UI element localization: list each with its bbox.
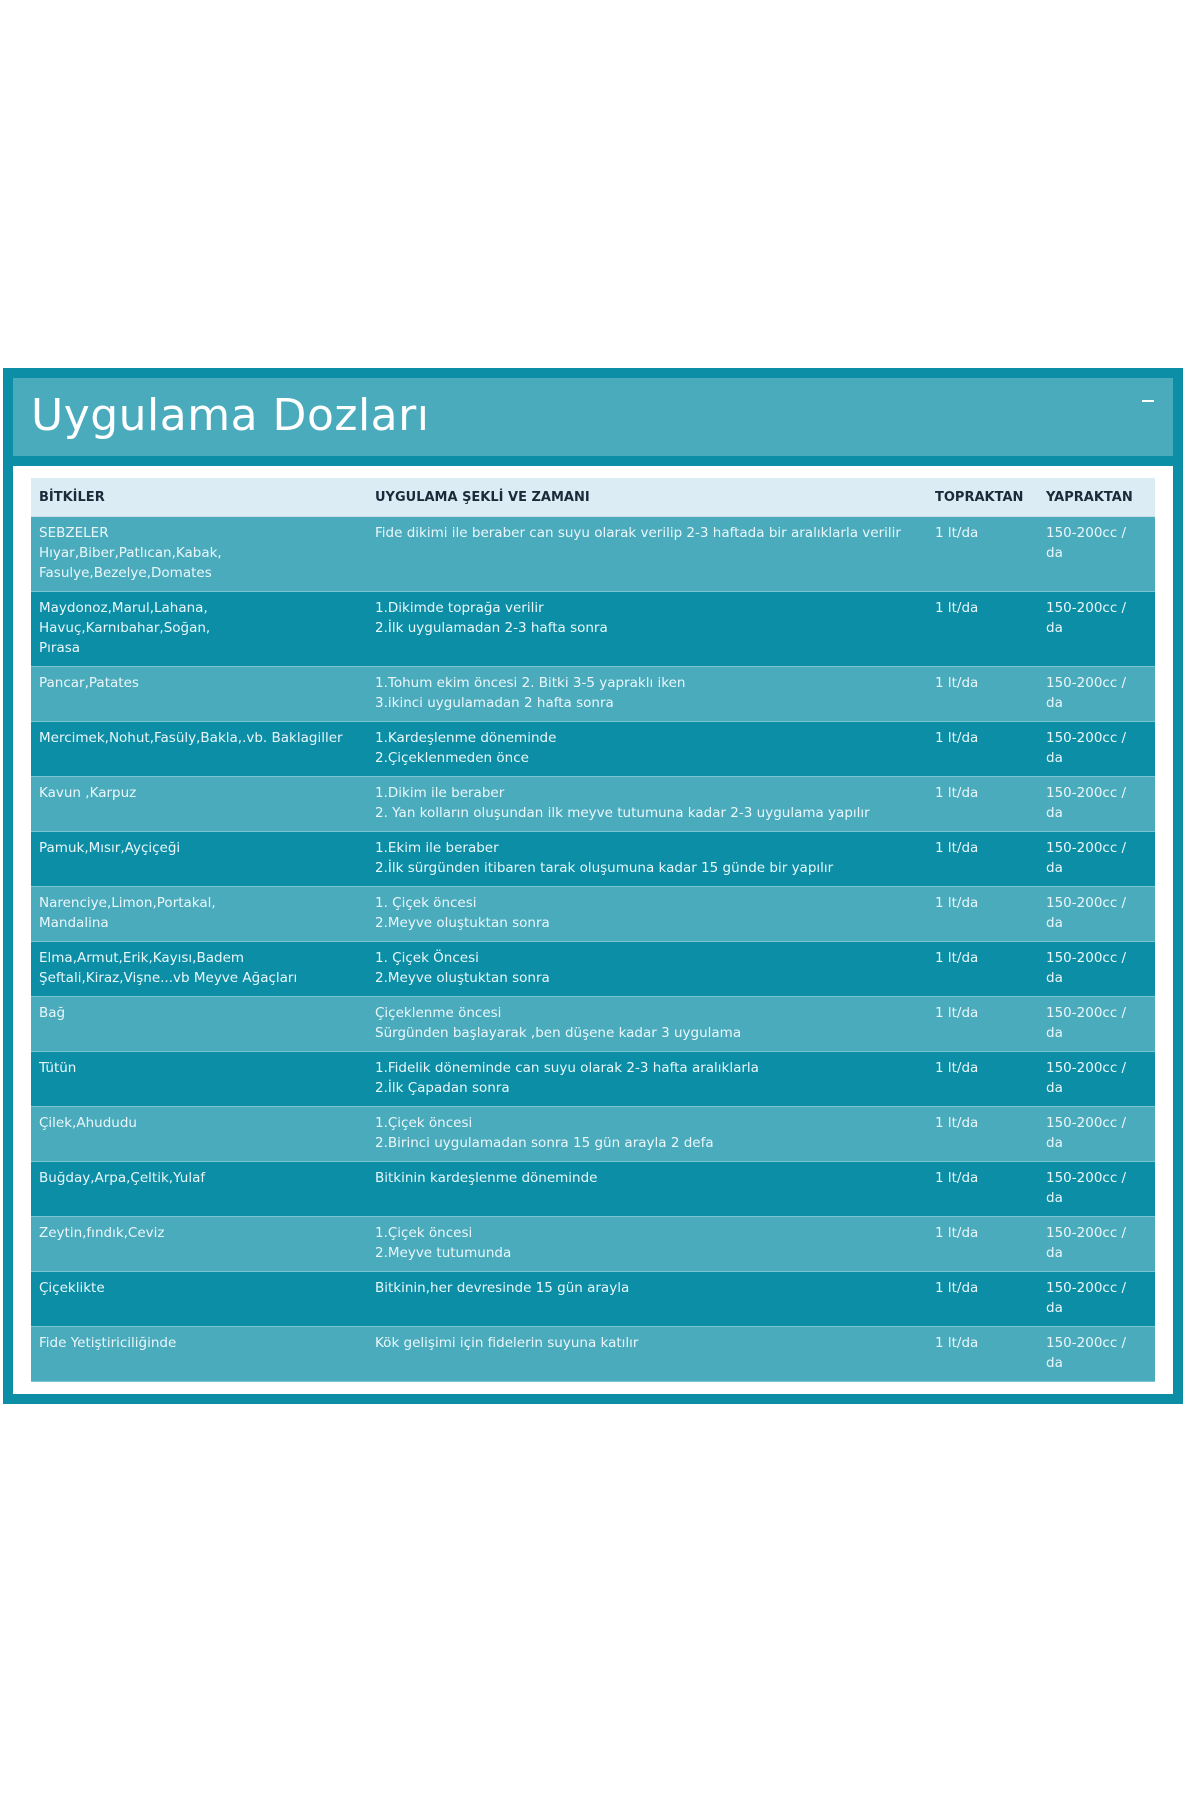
cell-plant: Maydonoz,Marul,Lahana, Havuç,Karnıbahar,Soğan, Pırasa (31, 592, 367, 667)
cell-soil-dose: 1 lt/da (927, 667, 1038, 722)
header-divider (13, 456, 1173, 466)
cell-plant: Elma,Armut,Erik,Kayısı,Badem Şeftali,Kiraz,Vişne...vb Meyve Ağaçları (31, 942, 367, 997)
dosage-panel (3, 368, 1183, 1404)
cell-leaf-dose: 150-200cc / da (1038, 517, 1155, 592)
cell-leaf-dose: 150-200cc / da (1038, 777, 1155, 832)
cell-soil-dose: 1 lt/da (927, 777, 1038, 832)
cell-plant: Pancar,Patates (31, 667, 367, 722)
cell-soil-dose: 1 lt/da (927, 997, 1038, 1052)
dosage-table (31, 478, 1155, 1382)
cell-plant: Pamuk,Mısır,Ayçiçeği (31, 832, 367, 887)
cell-soil-dose: 1 lt/da (927, 942, 1038, 997)
table-row (31, 1272, 1155, 1327)
cell-soil-dose: 1 lt/da (927, 1162, 1038, 1217)
collapse-icon[interactable] (1139, 392, 1157, 410)
cell-soil-dose: 1 lt/da (927, 1272, 1038, 1327)
table-header (31, 478, 1155, 517)
cell-leaf-dose: 150-200cc / da (1038, 1107, 1155, 1162)
cell-method: Kök gelişimi için fidelerin suyuna katılır (367, 1327, 927, 1382)
cell-soil-dose: 1 lt/da (927, 1327, 1038, 1382)
cell-method: 1.Kardeşlenme döneminde 2.Çiçeklenmeden önce (367, 722, 927, 777)
table-row (31, 997, 1155, 1052)
column-header-method: UYGULAMA ŞEKLİ VE ZAMANI (367, 478, 927, 517)
cell-method: 1. Çiçek öncesi 2.Meyve oluştuktan sonra (367, 887, 927, 942)
cell-leaf-dose: 150-200cc / da (1038, 592, 1155, 667)
cell-leaf-dose: 150-200cc / da (1038, 997, 1155, 1052)
table-row (31, 1327, 1155, 1382)
cell-plant: Zeytin,fındık,Ceviz (31, 1217, 367, 1272)
table-row (31, 667, 1155, 722)
column-header-leaf: YAPRAKTAN (1038, 478, 1155, 517)
cell-leaf-dose: 150-200cc / da (1038, 1327, 1155, 1382)
cell-method: 1.Dikimde toprağa verilir 2.İlk uygulamadan 2-3 hafta sonra (367, 592, 927, 667)
cell-method: Bitkinin,her devresinde 15 gün arayla (367, 1272, 927, 1327)
cell-soil-dose: 1 lt/da (927, 887, 1038, 942)
table-row (31, 1162, 1155, 1217)
cell-leaf-dose: 150-200cc / da (1038, 1217, 1155, 1272)
cell-plant: Çilek,Ahududu (31, 1107, 367, 1162)
panel-header (13, 378, 1173, 456)
cell-leaf-dose: 150-200cc / da (1038, 1162, 1155, 1217)
cell-method: 1.Fidelik döneminde can suyu olarak 2-3 hafta aralıklarla 2.İlk Çapadan sonra (367, 1052, 927, 1107)
cell-soil-dose: 1 lt/da (927, 1107, 1038, 1162)
cell-method: 1.Ekim ile beraber 2.İlk sürgünden itibaren tarak oluşumuna kadar 15 günde bir yapılır (367, 832, 927, 887)
cell-leaf-dose: 150-200cc / da (1038, 722, 1155, 777)
table-row (31, 722, 1155, 777)
table-row (31, 777, 1155, 832)
table-row (31, 942, 1155, 997)
cell-plant: Çiçeklikte (31, 1272, 367, 1327)
cell-soil-dose: 1 lt/da (927, 722, 1038, 777)
cell-plant: SEBZELER Hıyar,Biber,Patlıcan,Kabak, Fasulye,Bezelye,Domates (31, 517, 367, 592)
cell-soil-dose: 1 lt/da (927, 517, 1038, 592)
column-header-soil: TOPRAKTAN (927, 478, 1038, 517)
cell-plant: Kavun ,Karpuz (31, 777, 367, 832)
table-row (31, 592, 1155, 667)
cell-method: 1.Tohum ekim öncesi 2. Bitki 3-5 yapraklı iken 3.ikinci uygulamadan 2 hafta sonra (367, 667, 927, 722)
panel-title: Uygulama Dozları (31, 390, 430, 441)
table-row (31, 1217, 1155, 1272)
cell-soil-dose: 1 lt/da (927, 1052, 1038, 1107)
table-body (31, 517, 1155, 1382)
cell-plant: Tütün (31, 1052, 367, 1107)
column-header-plants: BİTKİLER (31, 478, 367, 517)
table-row (31, 1107, 1155, 1162)
cell-plant: Narenciye,Limon,Portakal, Mandalina (31, 887, 367, 942)
cell-leaf-dose: 150-200cc / da (1038, 832, 1155, 887)
cell-leaf-dose: 150-200cc / da (1038, 1272, 1155, 1327)
cell-plant: Fide Yetiştiriciliğinde (31, 1327, 367, 1382)
cell-leaf-dose: 150-200cc / da (1038, 887, 1155, 942)
cell-method: 1. Çiçek Öncesi 2.Meyve oluştuktan sonra (367, 942, 927, 997)
cell-method: Bitkinin kardeşlenme döneminde (367, 1162, 927, 1217)
table-row (31, 517, 1155, 592)
table-container (13, 466, 1173, 1382)
table-header-row (31, 478, 1155, 517)
cell-plant: Bağ (31, 997, 367, 1052)
cell-leaf-dose: 150-200cc / da (1038, 667, 1155, 722)
cell-method: Fide dikimi ile beraber can suyu olarak verilip 2-3 haftada bir aralıklarla verilir (367, 517, 927, 592)
cell-leaf-dose: 150-200cc / da (1038, 1052, 1155, 1107)
cell-method: 1.Dikim ile beraber 2. Yan kolların oluşundan ilk meyve tutumuna kadar 2-3 uygulama yapılır (367, 777, 927, 832)
table-row (31, 1052, 1155, 1107)
cell-method: 1.Çiçek öncesi 2.Meyve tutumunda (367, 1217, 927, 1272)
table-row (31, 887, 1155, 942)
table-row (31, 832, 1155, 887)
cell-soil-dose: 1 lt/da (927, 592, 1038, 667)
cell-leaf-dose: 150-200cc / da (1038, 942, 1155, 997)
cell-method: Çiçeklenme öncesi Sürgünden başlayarak ,ben düşene kadar 3 uygulama (367, 997, 927, 1052)
cell-plant: Buğday,Arpa,Çeltik,Yulaf (31, 1162, 367, 1217)
cell-method: 1.Çiçek öncesi 2.Birinci uygulamadan sonra 15 gün arayla 2 defa (367, 1107, 927, 1162)
cell-soil-dose: 1 lt/da (927, 832, 1038, 887)
cell-plant: Mercimek,Nohut,Fasüly,Bakla,.vb. Baklagiller (31, 722, 367, 777)
cell-soil-dose: 1 lt/da (927, 1217, 1038, 1272)
